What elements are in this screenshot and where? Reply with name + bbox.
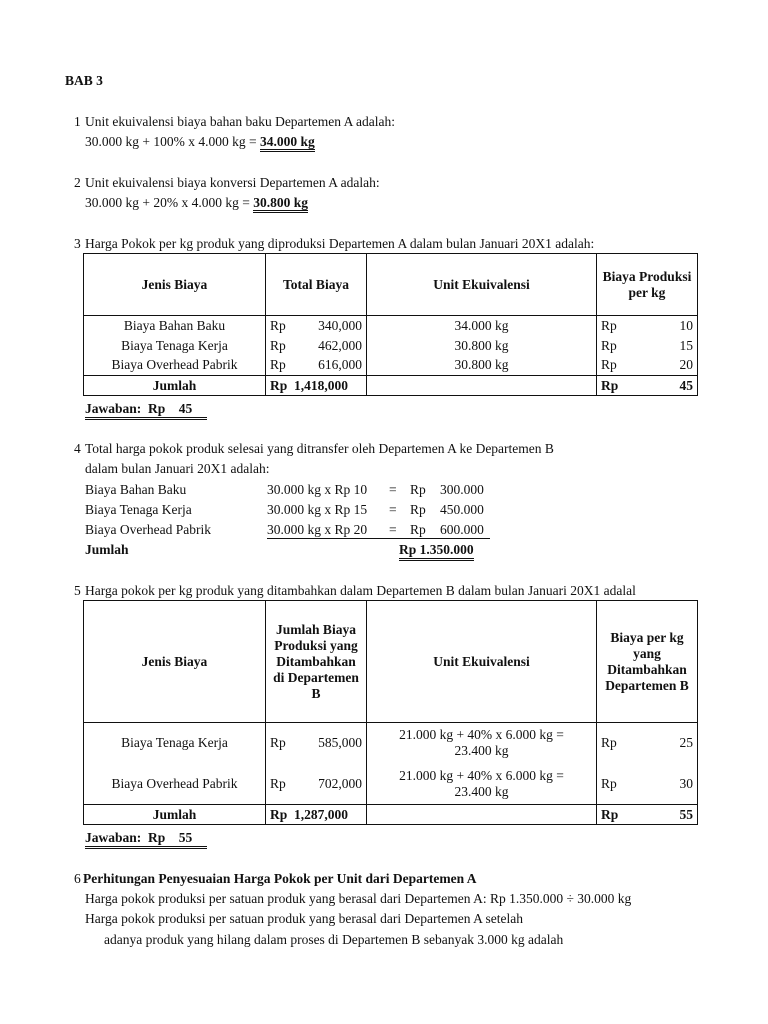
cell-jumlah-per-kg <box>597 805 698 825</box>
amount: 585,000 <box>318 735 362 751</box>
section-3-text: Harga Pokok per kg produk yang diproduksi Departemen A dalam bulan Januari 20X1 adalah: <box>85 236 595 251</box>
cell-per-kg <box>597 356 698 376</box>
header-jenis-biaya: Jenis Biaya <box>84 254 266 316</box>
amount: 30 <box>679 775 693 791</box>
cell-per-kg <box>597 316 698 336</box>
s4-calc: 30.000 kg x Rp 10 <box>267 482 368 497</box>
unit-result: 23.400 kg <box>454 783 509 799</box>
unit-result: 23.400 kg <box>454 743 509 759</box>
section-1-calc <box>85 133 315 150</box>
table-dept-b-header <box>84 601 698 723</box>
currency-label: Rp <box>270 735 286 751</box>
section-4-text-1: Total harga pokok produk selesai yang ditransfer oleh Departemen A ke Departemen B <box>85 441 554 456</box>
amount: 462,000 <box>318 337 362 353</box>
amount: 702,000 <box>318 775 362 791</box>
currency-label: Rp <box>601 377 619 393</box>
table-dept-b <box>83 600 698 825</box>
section-2-text: Unit ekuivalensi biaya konversi Departemen A adalah: <box>85 175 380 190</box>
header-total-biaya: Total Biaya <box>266 254 367 316</box>
s4-rp: Rp <box>410 522 426 537</box>
cell-total <box>266 356 367 376</box>
cell-jenis: Biaya Bahan Baku <box>84 316 266 336</box>
cell-total <box>266 764 367 805</box>
amount: 616,000 <box>318 357 362 373</box>
header-jumlah-biaya: Jumlah Biaya Produksi yang Ditambahkan di Departemen B <box>266 601 367 723</box>
amount: 10 <box>679 317 693 333</box>
table-row <box>84 723 698 764</box>
cell-unit <box>367 764 597 805</box>
cell-jumlah-empty <box>367 376 597 396</box>
section-6-heading: Perhitungan Penyesuaian Harga Pokok per Unit dari Departemen A <box>83 871 477 886</box>
s4-eq: = <box>389 502 397 517</box>
table-dept-a <box>83 253 698 396</box>
currency-label: Rp <box>270 337 286 353</box>
s4-val: 600.000 <box>440 522 484 537</box>
currency-label: Rp <box>601 317 617 333</box>
header-unit-ekuivalensi: Unit Ekuivalensi <box>367 254 597 316</box>
section-4-number: 4 <box>74 441 81 456</box>
amount: 15 <box>679 337 693 353</box>
cell-unit: 34.000 kg <box>367 316 597 336</box>
unit-formula: 21.000 kg + 40% x 6.000 kg = <box>399 767 564 783</box>
section-1-text: Unit ekuivalensi biaya bahan baku Departemen A adalah: <box>85 114 396 129</box>
cell-jumlah-empty <box>367 805 597 825</box>
currency-label: Rp <box>601 357 617 373</box>
header-jenis-biaya: Jenis Biaya <box>84 601 266 723</box>
section-6-line-2: Harga pokok produksi per satuan produk yang berasal dari Departemen A setelah <box>85 911 523 926</box>
cell-per-kg <box>597 764 698 805</box>
currency-label: Rp <box>270 775 286 791</box>
cell-jenis: Biaya Overhead Pabrik <box>84 356 266 376</box>
section-1-number: 1 <box>74 114 81 129</box>
header-unit-ekuivalensi: Unit Ekuivalensi <box>367 601 597 723</box>
cell-total <box>266 316 367 336</box>
cell-total <box>266 723 367 764</box>
s4-calc: 30.000 kg x Rp 20 <box>267 522 368 537</box>
section-5-number: 5 <box>74 583 81 598</box>
s4-rp: Rp <box>410 482 426 497</box>
section-5-answer: Jawaban: Rp 55 <box>85 829 207 849</box>
amount: 55 <box>679 806 693 822</box>
cell-unit <box>367 723 597 764</box>
section-2-number: 2 <box>74 175 81 190</box>
table-total-row <box>84 376 698 396</box>
table-row <box>84 316 698 336</box>
section-6-line-3: adanya produk yang hilang dalam proses di Departemen B sebanyak 3.000 kg adalah <box>104 932 564 947</box>
currency-label: Rp <box>601 735 617 751</box>
unit-formula: 21.000 kg + 40% x 6.000 kg = <box>399 727 564 743</box>
table-row <box>84 764 698 805</box>
header-biaya-per-kg: Biaya Produksi per kg <box>597 254 698 316</box>
cell-total <box>266 336 367 356</box>
cell-per-kg <box>597 723 698 764</box>
amount: 20 <box>679 357 693 373</box>
section-5-text: Harga pokok per kg produk yang ditambahkan dalam Departemen B dalam bulan Januari 20X1 adalal <box>85 583 636 598</box>
cell-jumlah-total <box>266 376 367 396</box>
s4-label: Biaya Bahan Baku <box>85 482 187 497</box>
currency-label: Rp <box>601 337 617 353</box>
section-6-number: 6 <box>74 871 81 886</box>
s4-eq: = <box>389 482 397 497</box>
currency-label: Rp <box>270 806 288 822</box>
cell-jumlah-per-kg <box>597 376 698 396</box>
s4-total-value: Rp 1.350.000 <box>399 541 474 561</box>
s4-calc: 30.000 kg x Rp 15 <box>267 502 368 517</box>
table-dept-a-header <box>84 254 698 316</box>
s4-val: 300.000 <box>440 482 484 497</box>
s4-total-label: Jumlah <box>85 542 129 557</box>
amount: 1,418,000 <box>294 377 349 393</box>
section-1-calc-text: 30.000 kg + 100% x 4.000 kg = <box>85 134 260 149</box>
cell-unit: 30.800 kg <box>367 336 597 356</box>
section-3-answer: Jawaban: Rp 45 <box>85 400 207 420</box>
currency-label: Rp <box>601 806 619 822</box>
cell-jumlah-label: Jumlah <box>84 805 266 825</box>
cell-unit: 30.800 kg <box>367 356 597 376</box>
table-row <box>84 356 698 376</box>
cell-jenis: Biaya Tenaga Kerja <box>84 723 266 764</box>
table-row <box>84 336 698 356</box>
page-title: BAB 3 <box>65 73 103 88</box>
amount: 1,287,000 <box>294 806 349 822</box>
s4-label: Biaya Overhead Pabrik <box>85 522 211 537</box>
section-6-line-1: Harga pokok produksi per satuan produk yang berasal dari Departemen A: Rp 1.350.000 ÷ 30.000 kg <box>85 891 632 906</box>
s4-underline-row <box>267 521 490 539</box>
currency-label: Rp <box>270 317 286 333</box>
s4-label: Biaya Tenaga Kerja <box>85 502 192 517</box>
amount: 45 <box>679 377 693 393</box>
section-2-calc-text: 30.000 kg + 20% x 4.000 kg = <box>85 195 254 210</box>
s4-eq: = <box>389 522 397 537</box>
cell-jumlah-total <box>266 805 367 825</box>
section-2-result: 30.800 kg <box>253 195 308 213</box>
cell-per-kg <box>597 336 698 356</box>
table-total-row <box>84 805 698 825</box>
s4-val: 450.000 <box>440 502 484 517</box>
currency-label: Rp <box>601 775 617 791</box>
cell-jenis: Biaya Overhead Pabrik <box>84 764 266 805</box>
header-biaya-per-kg: Biaya per kg yang Ditambahkan Departemen B <box>597 601 698 723</box>
cell-jenis: Biaya Tenaga Kerja <box>84 336 266 356</box>
currency-label: Rp <box>270 357 286 373</box>
amount: 25 <box>679 735 693 751</box>
amount: 340,000 <box>318 317 362 333</box>
cell-jumlah-label: Jumlah <box>84 376 266 396</box>
section-3-number: 3 <box>74 236 81 251</box>
s4-rp: Rp <box>410 502 426 517</box>
currency-label: Rp <box>270 377 288 393</box>
section-1-result: 34.000 kg <box>260 134 315 152</box>
section-2-calc <box>85 194 308 211</box>
section-4-text-2: dalam bulan Januari 20X1 adalah: <box>85 461 270 476</box>
